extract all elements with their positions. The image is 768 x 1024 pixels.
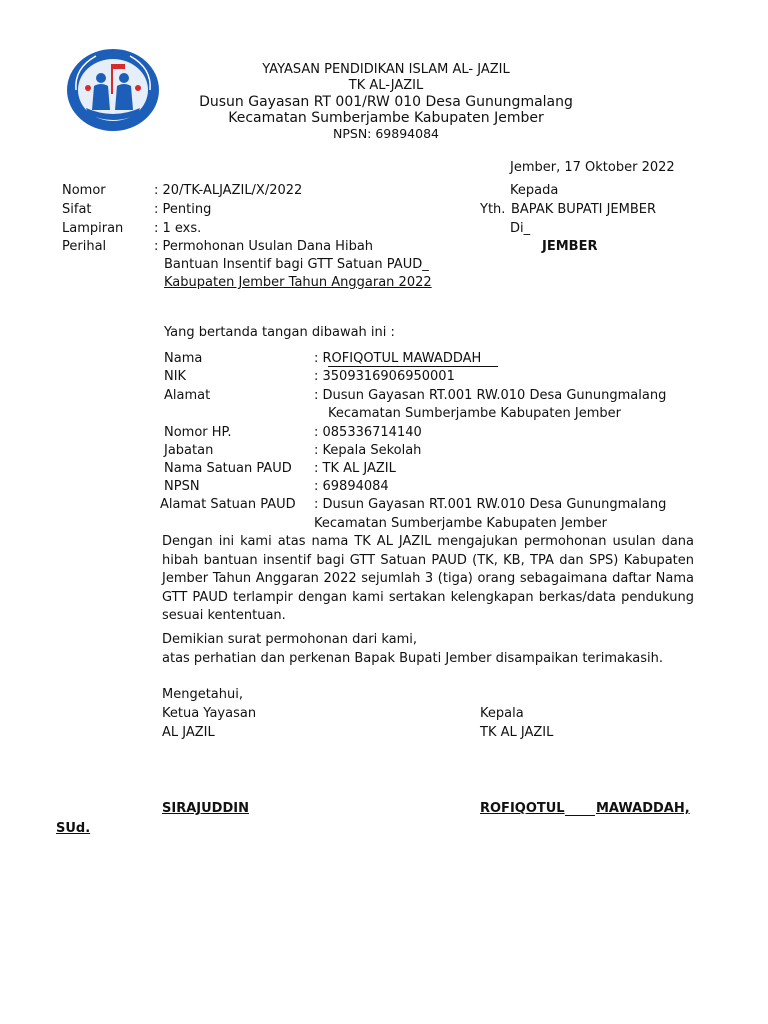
identity-value: : Dusun Gayasan RT.001 RW.010 Desa Gunungmalang xyxy=(314,497,667,512)
identity-label: Nama Satuan PAUD xyxy=(164,461,292,476)
recipient-kepada: Kepada xyxy=(510,183,559,198)
school-npsn: NPSN: 69894084 xyxy=(333,126,439,141)
right-signer-suffix: SUd. xyxy=(56,821,91,836)
school-logo xyxy=(66,48,160,132)
identity-label: Alamat xyxy=(164,388,211,403)
name-underline xyxy=(328,366,498,367)
letter-date: Jember, 17 Oktober 2022 xyxy=(510,160,675,175)
identity-value: : 085336714140 xyxy=(314,425,422,440)
identity-value: : 69894084 xyxy=(314,479,389,494)
left-signer-name: SIRAJUDDIN xyxy=(162,801,249,816)
identity-value: : ROFIQOTUL MAWADDAH xyxy=(314,351,482,366)
meta-value: : 1 exs. xyxy=(154,221,202,236)
identity-value: : Dusun Gayasan RT.001 RW.010 Desa Gunungmalang xyxy=(314,388,667,403)
perihal-continuation: Kabupaten Jember Tahun Anggaran 2022 xyxy=(164,275,432,290)
identity-value: : Kepala Sekolah xyxy=(314,443,422,458)
identity-value: : 3509316906950001 xyxy=(314,369,455,384)
right-signer-name-part1: ROFIQOTUL xyxy=(480,801,565,816)
closing-line: atas perhatian dan perkenan Bapak Bupati Jember disampaikan terimakasih. xyxy=(162,651,664,666)
identity-label: Alamat Satuan PAUD xyxy=(160,497,296,512)
meta-label: Perihal xyxy=(62,239,107,254)
identity-label: NPSN xyxy=(164,479,200,494)
mengetahui-label: Mengetahui, xyxy=(162,687,243,702)
right-signer-org: TK AL JAZIL xyxy=(480,725,554,740)
right-signer-title: Kepala xyxy=(480,706,524,721)
recipient-name: BAPAK BUPATI JEMBER xyxy=(511,202,657,217)
identity-label: Jabatan xyxy=(164,443,214,458)
name-gap-underline xyxy=(565,815,595,816)
closing-line: Demikian surat permohonan dari kami, xyxy=(162,632,418,647)
meta-label: Lampiran xyxy=(62,221,124,236)
perihal-continuation: Bantuan Insentif bagi GTT Satuan PAUD_ xyxy=(164,257,429,272)
meta-value: : Permohonan Usulan Dana Hibah xyxy=(154,239,374,254)
identity-label: Nomor HP. xyxy=(164,425,232,440)
meta-label: Nomor xyxy=(62,183,106,198)
identity-value: Kecamatan Sumberjambe Kabupaten Jember xyxy=(314,516,607,531)
meta-value: : Penting xyxy=(154,202,212,217)
right-signer-name-part2: MAWADDAH, xyxy=(596,801,690,816)
meta-value: : 20/TK-ALJAZIL/X/2022 xyxy=(154,183,303,198)
recipient-yth: Yth. xyxy=(480,202,506,217)
school-address: Dusun Gayasan RT 001/RW 010 Desa Gunungmalang xyxy=(199,94,573,110)
identity-value: : TK AL JAZIL xyxy=(314,461,396,476)
identity-label: Nama xyxy=(164,351,203,366)
identity-label: NIK xyxy=(164,369,187,384)
left-signer-org: AL JAZIL xyxy=(162,725,215,740)
recipient-city: JEMBER xyxy=(542,239,598,254)
meta-label: Sifat xyxy=(62,202,92,217)
left-signer-title: Ketua Yayasan xyxy=(162,706,257,721)
body-paragraph: Dengan ini kami atas nama TK AL JAZIL mengajukan permohonan usulan dana hibah bantuan insentif bagi GTT Satuan PAUD (TK, KB, TPA dan SPS) Kabupaten Jember Tahun Anggaran 2022 sejumlah 3 (tiga) orang sebagaimana daftar Nama GTT PAUD terlampir dengan kami sertakan kelengkapan berkas/data pendukung sesuai kententuan. xyxy=(162,534,694,623)
intro-text: Yang bertanda tangan dibawah ini : xyxy=(164,325,395,340)
identity-value: Kecamatan Sumberjambe Kabupaten Jember xyxy=(328,406,621,421)
school-name: TK AL-JAZIL xyxy=(348,78,424,93)
school-district: Kecamatan Sumberjambe Kabupaten Jember xyxy=(228,110,544,126)
recipient-di: Di_ xyxy=(510,221,531,236)
foundation-name: YAYASAN PENDIDIKAN ISLAM AL- JAZIL xyxy=(262,62,510,77)
